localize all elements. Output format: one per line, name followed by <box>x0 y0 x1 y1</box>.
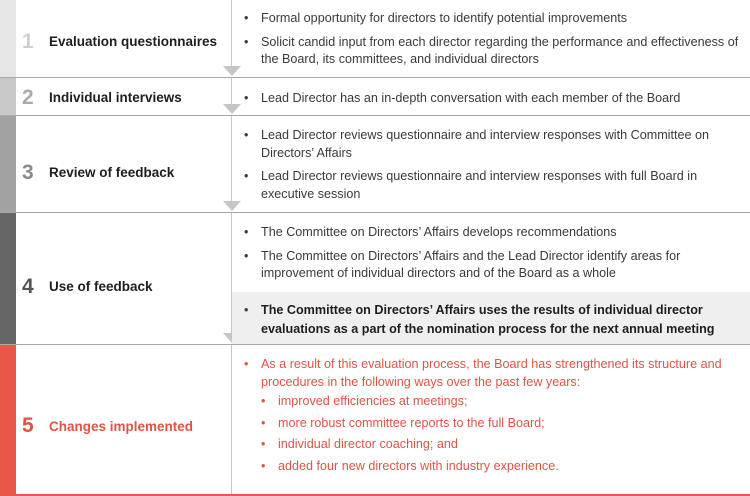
step-2-title: Individual interviews <box>49 90 182 105</box>
step-5-intro: As a result of this evaluation process, the Board has strengthened its structure and procedures in the following ways over the past few years: <box>261 357 722 389</box>
step-4-bullets <box>244 224 744 289</box>
list-item: • individual director coaching; and <box>261 436 744 454</box>
down-arrow-icon <box>223 66 241 76</box>
row-divider <box>0 77 750 78</box>
step-3-number: 3 <box>22 161 34 184</box>
list-item: • more robust committee reports to the full Board; <box>261 415 744 433</box>
step-5-subitems <box>261 393 744 475</box>
list-item: • Lead Director has an in-depth conversation with each member of the Board <box>244 90 744 108</box>
step-5-bullets <box>244 356 744 481</box>
step-2-bar <box>0 78 16 115</box>
column-divider <box>231 116 232 201</box>
highlight-item: • The Committee on Directors’ Affairs uses the results of individual director evaluations as a part of the nomination process for the next annual meeting <box>244 301 739 339</box>
step-1-title: Evaluation questionnaires <box>49 34 218 49</box>
list-item: • added four new directors with industry experience. <box>261 458 744 476</box>
list-item: • Solicit candid input from each director regarding the performance and effectiveness of the Board, its committees, and individual directors <box>244 34 744 69</box>
list-item: • Lead Director reviews questionnaire and interview responses with Committee on Directors’ Affairs <box>244 127 744 162</box>
list-item: • The Committee on Directors’ Affairs and the Lead Director identify areas for improvement of individual directors and of the Board as a whole <box>244 248 744 283</box>
down-arrow-icon <box>223 104 241 114</box>
step-2-number: 2 <box>22 86 34 109</box>
list-item: • Lead Director reviews questionnaire and interview responses with full Board in executive session <box>244 168 744 203</box>
row-divider <box>0 115 750 116</box>
step-4-bar <box>0 213 16 344</box>
column-divider <box>231 0 232 66</box>
column-divider <box>231 78 232 104</box>
down-arrow-icon <box>223 201 241 211</box>
list-item <box>244 356 744 475</box>
step-2-bullets <box>244 90 744 114</box>
highlight-box <box>232 292 750 344</box>
list-item: • The Committee on Directors’ Affairs develops recommendations <box>244 224 744 242</box>
step-5-bar <box>0 345 16 496</box>
step-3-bullets <box>244 127 744 209</box>
step-4-title: Use of feedback <box>49 279 153 294</box>
step-5-title: Changes implemented <box>49 419 194 434</box>
step-5-number: 5 <box>22 414 34 437</box>
column-divider <box>231 345 232 496</box>
list-item: • Formal opportunity for directors to identify potential improvements <box>244 10 744 28</box>
list-item: • improved efficiencies at meetings; <box>261 393 744 411</box>
step-3-title: Review of feedback <box>49 165 175 180</box>
row-divider <box>0 212 750 213</box>
step-1-bar <box>0 0 16 77</box>
step-1-number: 1 <box>22 30 34 53</box>
step-4-number: 4 <box>22 275 34 298</box>
step-1-bullets <box>244 10 744 75</box>
row-divider <box>0 344 750 345</box>
step-3-bar <box>0 116 16 212</box>
